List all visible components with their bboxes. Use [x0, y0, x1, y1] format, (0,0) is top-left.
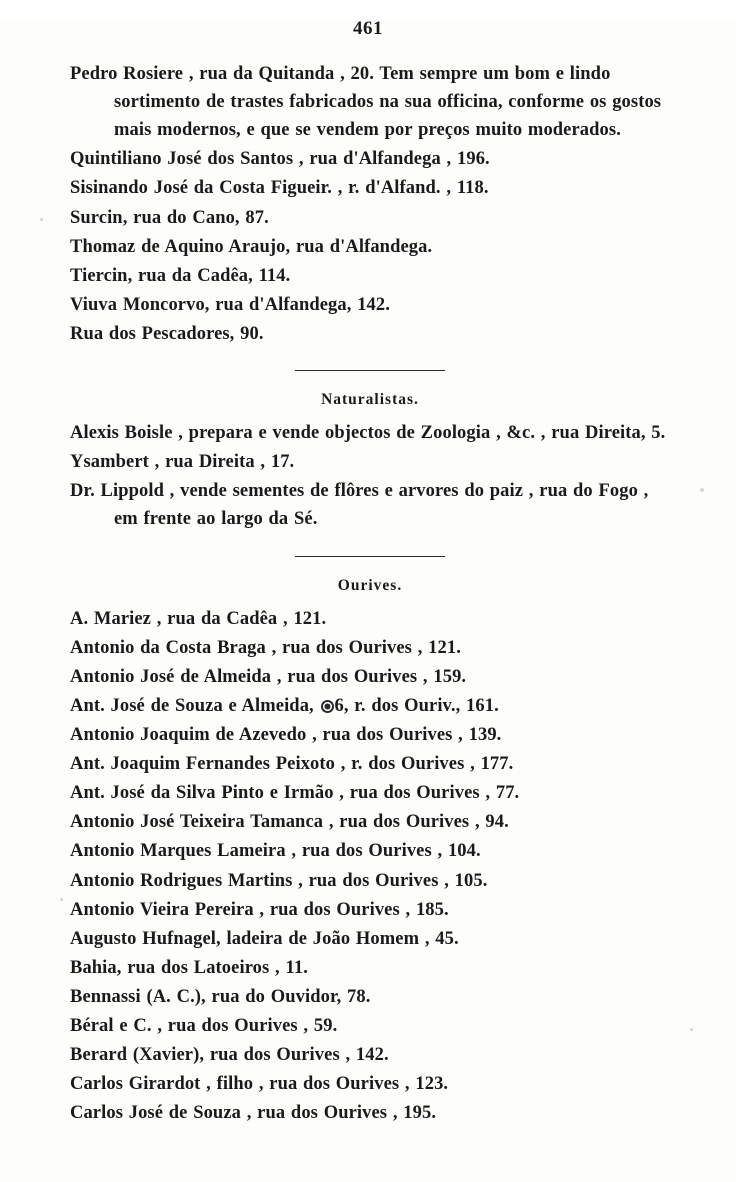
directory-entry: Bennassi (A. C.), rua do Ouvidor, 78.: [70, 986, 371, 1007]
directory-entry: Antonio Rodrigues Martins , rua dos Ourives , 105.: [70, 870, 488, 891]
directory-entry: Antonio José de Almeida , rua dos Ourives , 159.: [70, 666, 467, 687]
directory-entry: A. Mariez , rua da Cadêa , 121.: [70, 608, 327, 629]
directory-entry: Antonio José Teixeira Tamanca , rua dos Ourives , 94.: [70, 812, 509, 833]
directory-entry: Thomaz de Aquino Araujo, rua d'Alfandega.: [70, 236, 433, 257]
section-divider-rule: [295, 370, 445, 371]
section-heading: Ourives.: [337, 576, 403, 594]
directory-entry: Rua dos Pescadores, 90.: [70, 323, 264, 344]
directory-entry: Ant. Joaquim Fernandes Peixoto , r. dos Ourives , 177.: [70, 754, 514, 775]
directory-entry: Bahia, rua dos Latoeiros , 11.: [70, 957, 308, 978]
document-page: [0, 18, 736, 1182]
directory-entry: Quintiliano José dos Santos , rua d'Alfandega , 196.: [70, 149, 490, 170]
paper-speck: [700, 488, 704, 492]
section-naturalistas: [70, 370, 670, 533]
directory-entry: Antonio Marques Lameira , rua dos Ourives , 104.: [70, 841, 481, 862]
directory-entry: Dr. Lippold , vende sementes de flôres e arvores do paiz , rua do Fogo , em frente ao largo da Sé.: [70, 481, 649, 530]
page-content: [66, 60, 670, 1128]
directory-entry: Antonio Vieira Pereira , rua dos Ourives , 185.: [70, 899, 449, 920]
paper-speck: [60, 898, 63, 901]
paper-speck: [40, 218, 43, 221]
directory-entry: Carlos José de Souza , rua dos Ourives , 195.: [70, 1103, 437, 1124]
directory-entry: Antonio da Costa Braga , rua dos Ourives , 121.: [70, 637, 461, 658]
directory-entry: Viuva Moncorvo, rua d'Alfandega, 142.: [70, 294, 390, 315]
paper-speck: [690, 1028, 693, 1031]
directory-entry: Pedro Rosiere , rua da Quitanda , 20. Tem sempre um bom e lindo sortimento de trastes fabricados na sua officina, conforme os gostos mais modernos, e que se vendem por preços muito moderados.: [70, 64, 662, 141]
directory-entry: Tiercin, rua da Cadêa, 114.: [70, 265, 291, 286]
section-heading: Naturalistas.: [321, 391, 419, 409]
directory-entry: Alexis Boisle , prepara e vende objectos de Zoologia , &c. , rua Direita, 5.: [70, 423, 666, 444]
section-continuation: [70, 60, 670, 348]
directory-entry: Carlos Girardot , filho , rua dos Ourives , 123.: [70, 1074, 449, 1095]
directory-entry: Augusto Hufnagel, ladeira de João Homem , 45.: [70, 928, 459, 949]
directory-entry: Béral e C. , rua dos Ourives , 59.: [70, 1016, 338, 1037]
directory-entry: Ysambert , rua Direita , 17.: [70, 452, 295, 473]
directory-entry: Sisinando José da Costa Figueir. , r. d'Alfand. , 118.: [70, 178, 489, 199]
directory-entry: Surcin, rua do Cano, 87.: [70, 207, 269, 228]
directory-entry: Ant. José de Souza e Almeida, 6, r. dos Ouriv., 161.: [70, 695, 499, 716]
section-ourives: [70, 556, 670, 1128]
printers-mark-icon: [321, 700, 334, 713]
section-divider-rule: [295, 556, 445, 557]
page-number: 461: [353, 18, 383, 39]
directory-entry: Antonio Joaquim de Azevedo , rua dos Ourives , 139.: [70, 724, 502, 745]
directory-entry: Ant. José da Silva Pinto e Irmão , rua dos Ourives , 77.: [70, 783, 520, 804]
directory-entry: Berard (Xavier), rua dos Ourives , 142.: [70, 1045, 389, 1066]
